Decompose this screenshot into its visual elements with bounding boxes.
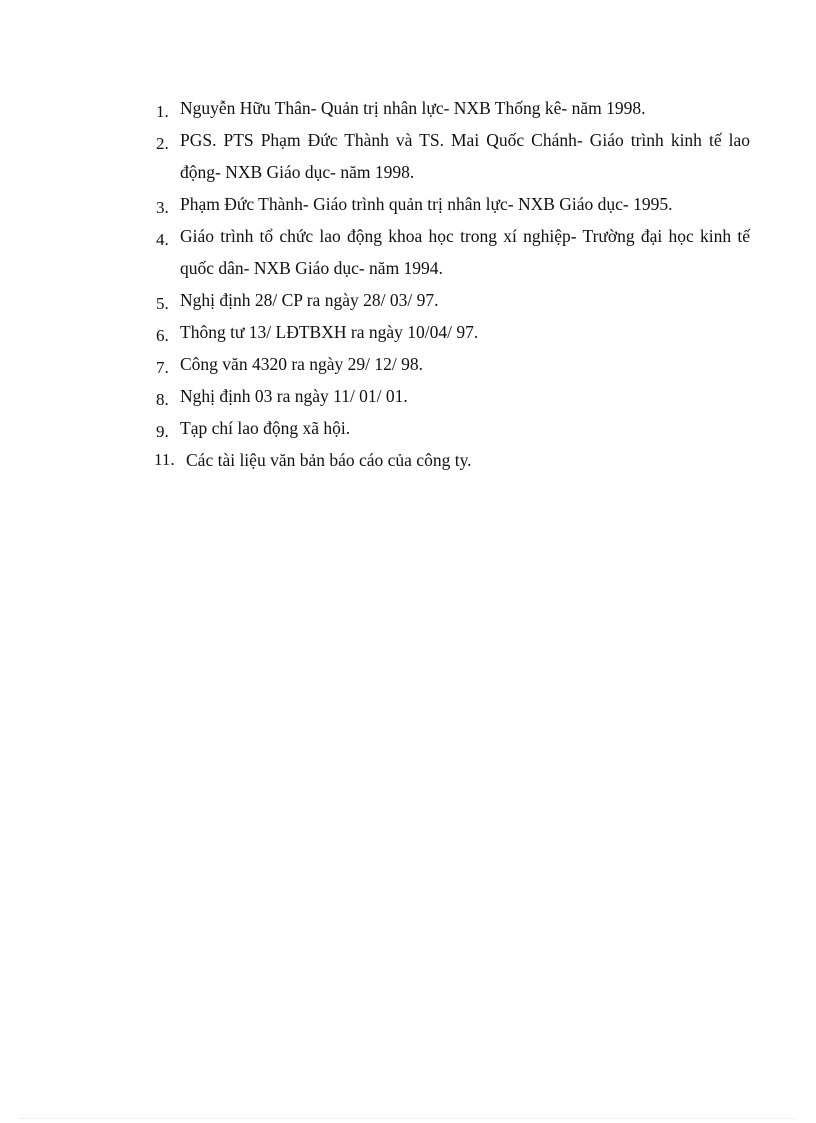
reference-text: Công văn 4320 ra ngày 29/ 12/ 98. — [180, 354, 424, 374]
reference-number: 5. — [156, 294, 169, 313]
reference-list — [150, 92, 750, 476]
reference-number: 9. — [156, 422, 169, 441]
reference-item — [150, 380, 750, 412]
reference-text: Giáo trình tổ chức lao động khoa học trong xí nghiệp- Trường đại học kinh tế quốc dân- NXB Giáo dục- năm 1994. — [180, 226, 750, 278]
page-bottom-divider — [20, 1118, 796, 1119]
reference-item — [150, 220, 750, 284]
reference-item — [150, 316, 750, 348]
reference-text: Nghị định 03 ra ngày 11/ 01/ 01. — [180, 386, 408, 406]
reference-text: PGS. PTS Phạm Đức Thành và TS. Mai Quốc Chánh- Giáo trình kinh tế lao động- NXB Giáo dục- năm 1998. — [180, 130, 750, 182]
reference-number: 4. — [156, 230, 169, 249]
reference-text: Thông tư 13/ LĐTBXH ra ngày 10/04/ 97. — [180, 322, 479, 342]
reference-text: Nguyễn Hữu Thân- Quản trị nhân lực- NXB Thống kê- năm 1998. — [180, 98, 646, 118]
reference-item — [150, 348, 750, 380]
reference-number: 8. — [156, 390, 169, 409]
reference-number: 3. — [156, 198, 169, 217]
reference-number: 11. — [154, 450, 175, 469]
reference-item — [150, 284, 750, 316]
reference-number: 1. — [156, 102, 169, 121]
reference-text: Tạp chí lao động xã hội. — [180, 418, 351, 438]
reference-text: Các tài liệu văn bản báo cáo của công ty. — [186, 450, 472, 470]
reference-text: Nghị định 28/ CP ra ngày 28/ 03/ 97. — [180, 290, 439, 310]
reference-text: Phạm Đức Thành- Giáo trình quản trị nhân lực- NXB Giáo dục- 1995. — [180, 194, 673, 214]
reference-number: 7. — [156, 358, 169, 377]
reference-item — [150, 92, 750, 124]
reference-item — [150, 188, 750, 220]
reference-number: 2. — [156, 134, 169, 153]
reference-number: 6. — [156, 326, 169, 345]
reference-item — [150, 412, 750, 444]
reference-item — [150, 444, 750, 476]
reference-item — [150, 124, 750, 188]
